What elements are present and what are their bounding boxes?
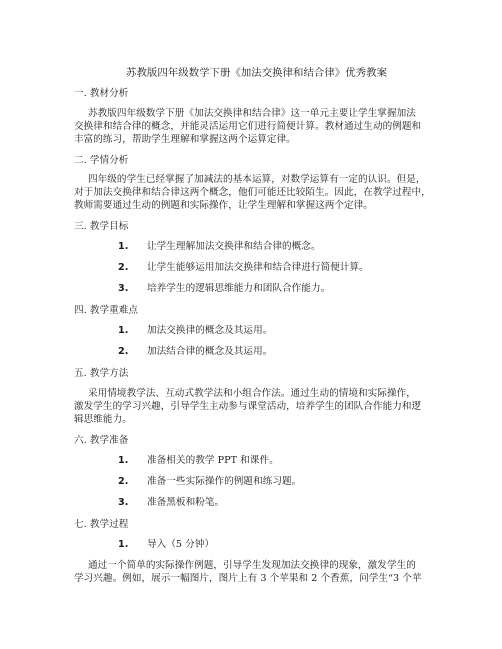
section-heading-5: 五. 教学方法 <box>74 368 129 379</box>
paragraph-line: 四年级的学生已经掌握了加减法的基本运算，对数学运算有一定的认识。但是， <box>88 174 426 185</box>
list-number: 3. <box>118 497 129 508</box>
list-number: 2. <box>118 262 129 273</box>
list-item: 让学生能够运用加法交换律和结合律进行简便计算。 <box>147 262 369 273</box>
list-number: 1. <box>118 325 129 336</box>
paragraph-line: 通过一个简单的实际操作例题，引导学生发现加法交换律的现象，激发学生的 <box>88 560 416 571</box>
paragraph-line: 苏教版四年级数学下册《加法交换律和结合律》这一单元主要让学生掌握加法 <box>88 108 416 119</box>
section-heading-7: 七. 教学过程 <box>74 519 129 530</box>
paragraph-line: 学习兴趣。例如，展示一幅图片，图片上有 3 个苹果和 2 个香蕉，问学生“3 个苹 <box>74 573 422 584</box>
section-heading-6: 六. 教学准备 <box>74 435 129 446</box>
section-heading-1: 一. 教材分析 <box>74 88 129 99</box>
paragraph-line: 辑思维能力。 <box>74 414 132 425</box>
list-item: 准备相关的教学 PPT 和课件。 <box>147 455 279 466</box>
list-number: 3. <box>118 283 129 294</box>
paragraph-line: 交换律和结合律的概念，并能灵活运用它们进行简便计算。教材通过生动的例题和 <box>74 121 422 132</box>
list-number: 2. <box>118 476 129 487</box>
paragraph-line: 对于加法交换律和结合律这两个概念，他们可能还比较陌生。因此，在教学过程中， <box>74 187 431 198</box>
list-item: 加法结合律的概念及其运用。 <box>147 346 273 357</box>
paragraph-line: 激发学生的学习兴趣，引导学生主动参与课堂活动，培养学生的团队合作能力和逻 <box>74 401 422 412</box>
list-number: 2. <box>118 346 129 357</box>
section-heading-4: 四. 教学重难点 <box>74 305 139 316</box>
list-item: 导入（5 分钟） <box>147 539 215 550</box>
list-item: 培养学生的逻辑思维能力和团队合作能力。 <box>147 283 331 294</box>
list-item: 准备一些实际操作的例题和练习题。 <box>147 476 302 487</box>
list-item: 准备黑板和粉笔。 <box>147 497 225 508</box>
list-number: 1. <box>118 539 129 550</box>
paragraph-line: 采用情境教学法、互动式教学法和小组合作法。通过生动的情境和实际操作， <box>88 388 416 399</box>
document-title: 苏教版四年级数学下册《加法交换律和结合律》优秀教案 <box>126 67 388 79</box>
section-heading-2: 二. 学情分析 <box>74 155 129 166</box>
paragraph-line: 教师需要通过生动的例题和实际操作，让学生理解和掌握这两个定律。 <box>74 200 373 211</box>
list-number: 1. <box>118 241 129 252</box>
list-item: 让学生理解加法交换律和结合律的概念。 <box>147 241 321 252</box>
list-number: 1. <box>118 455 129 466</box>
section-heading-3: 三. 教学目标 <box>74 221 129 232</box>
paragraph-line: 丰富的练习，帮助学生理解和掌握这两个运算定律。 <box>74 134 296 145</box>
list-item: 加法交换律的概念及其运用。 <box>147 325 273 336</box>
